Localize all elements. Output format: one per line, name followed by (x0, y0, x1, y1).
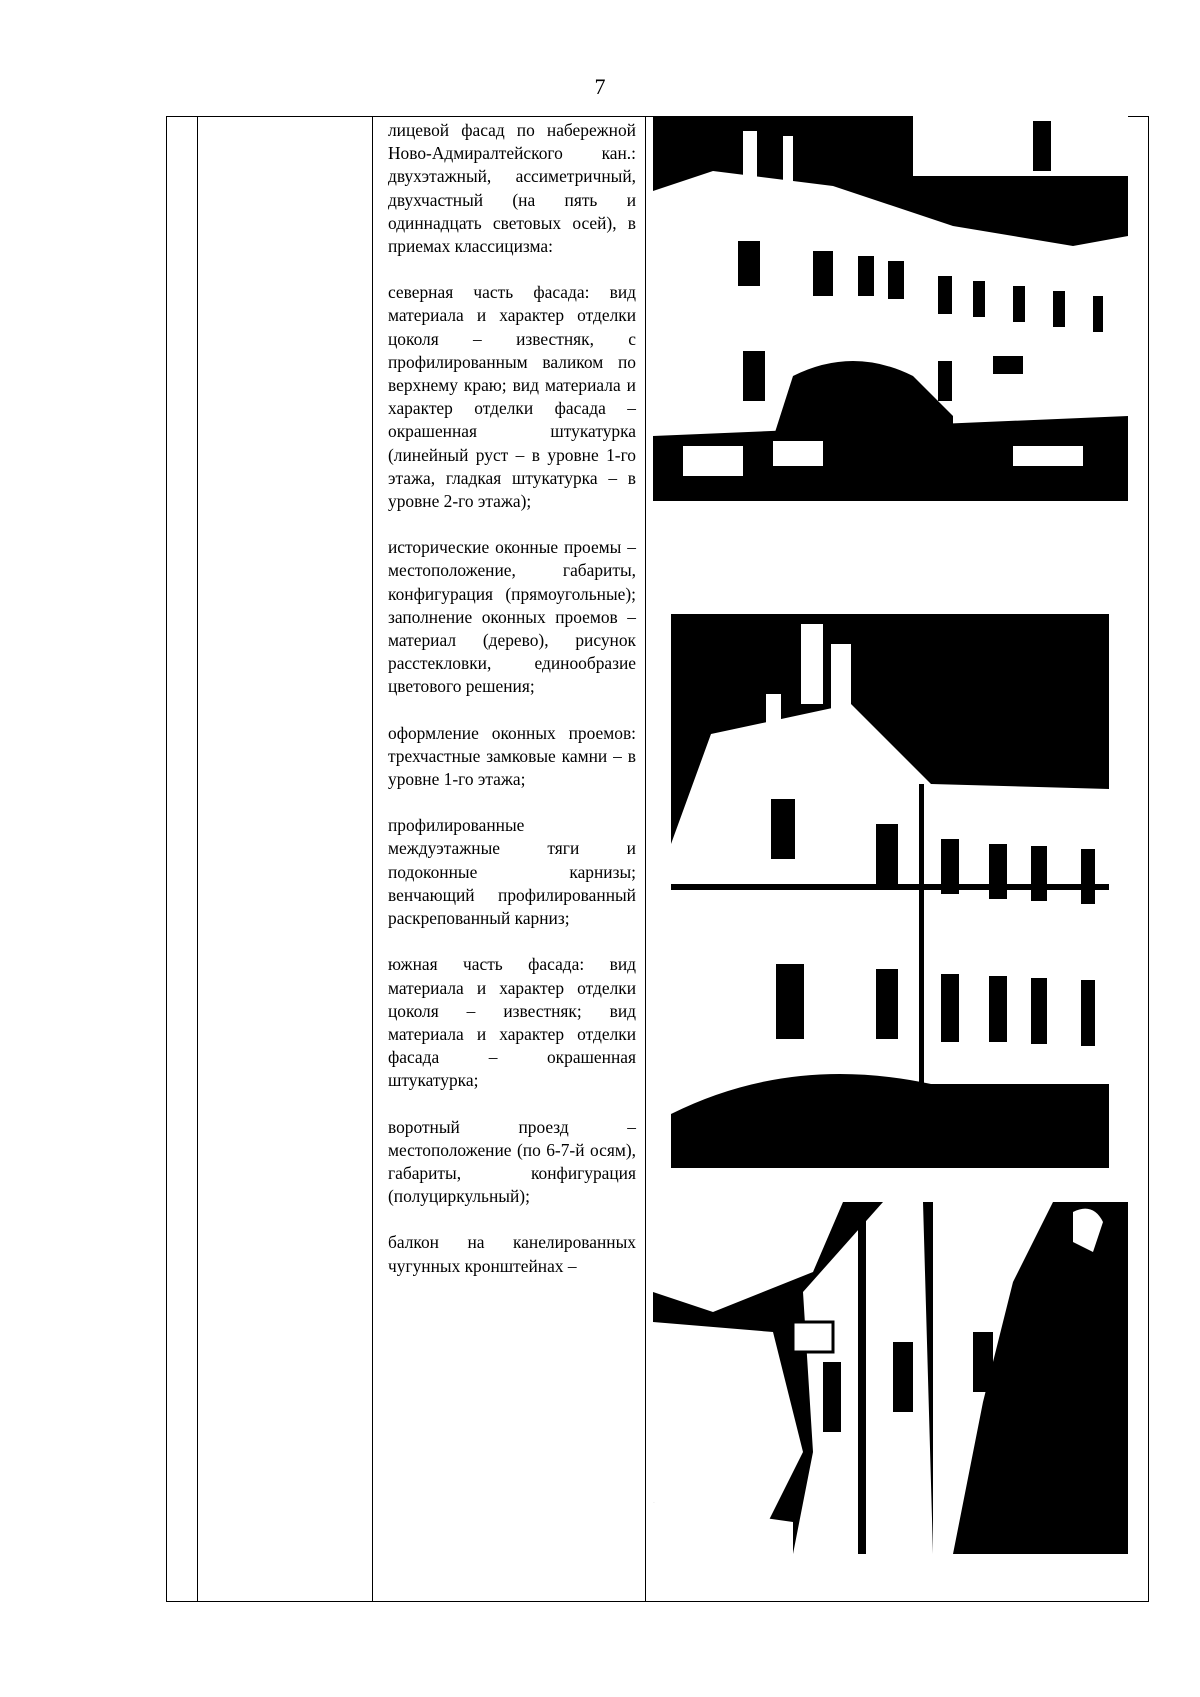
window-decoration-paragraph: оформление оконных проемов: трехчастные замковые камни – в уровне 1-го этажа; (388, 722, 636, 790)
column-divider-3 (645, 117, 646, 1601)
protected-features-column (388, 119, 636, 1278)
column-divider-2 (372, 117, 373, 1601)
south-facade-paragraph: южная часть фасада: вид материала и характер отделки цоколя – известняк; вид материала и характер отделки фасада – окрашенная штукатурка; (388, 954, 636, 1091)
column-divider-1 (197, 117, 198, 1601)
balcony-paragraph: балкон на канелированных чугунных кронштейнах – (388, 1232, 636, 1276)
page-number: 7 (594, 74, 606, 99)
photo-facade-embankment (653, 116, 1128, 501)
facade-description-paragraph: лицевой фасад по набережной Ново-Адмиралтейского кан.: двухэтажный, ассиметричный, двухчастный (на пять и одиннадцать световых осей), в приемах классицизма: (388, 120, 636, 257)
document-table (166, 116, 1149, 1602)
cornices-paragraph: профилированные междуэтажные тяги и подоконные карнизы; венчающий профилированный раскрепованный карниз; (388, 815, 636, 929)
photo-facade-south-courtyard (653, 1202, 1128, 1554)
photo-facade-north-corner (671, 614, 1109, 1168)
window-openings-paragraph: исторические оконные проемы – местоположение, габариты, конфигурация (прямоугольные); заполнение оконных проемов – материал (дерево), рисунок расстекловки, единообразие цветового решения; (388, 537, 636, 697)
north-facade-paragraph: северная часть фасада: вид материала и характер отделки цоколя – известняк, с профилированным валиком по верхнему краю; вид материала и характер отделки фасада – окрашенная штукатурка (линейный руст – в уровне 1-го этажа, гладкая штукатурка – в уровне 2-го этажа); (388, 282, 636, 512)
gateway-paragraph: воротный проезд – местоположение (по 6-7-й осям), габариты, конфигурация (полуциркульный); (388, 1116, 636, 1207)
